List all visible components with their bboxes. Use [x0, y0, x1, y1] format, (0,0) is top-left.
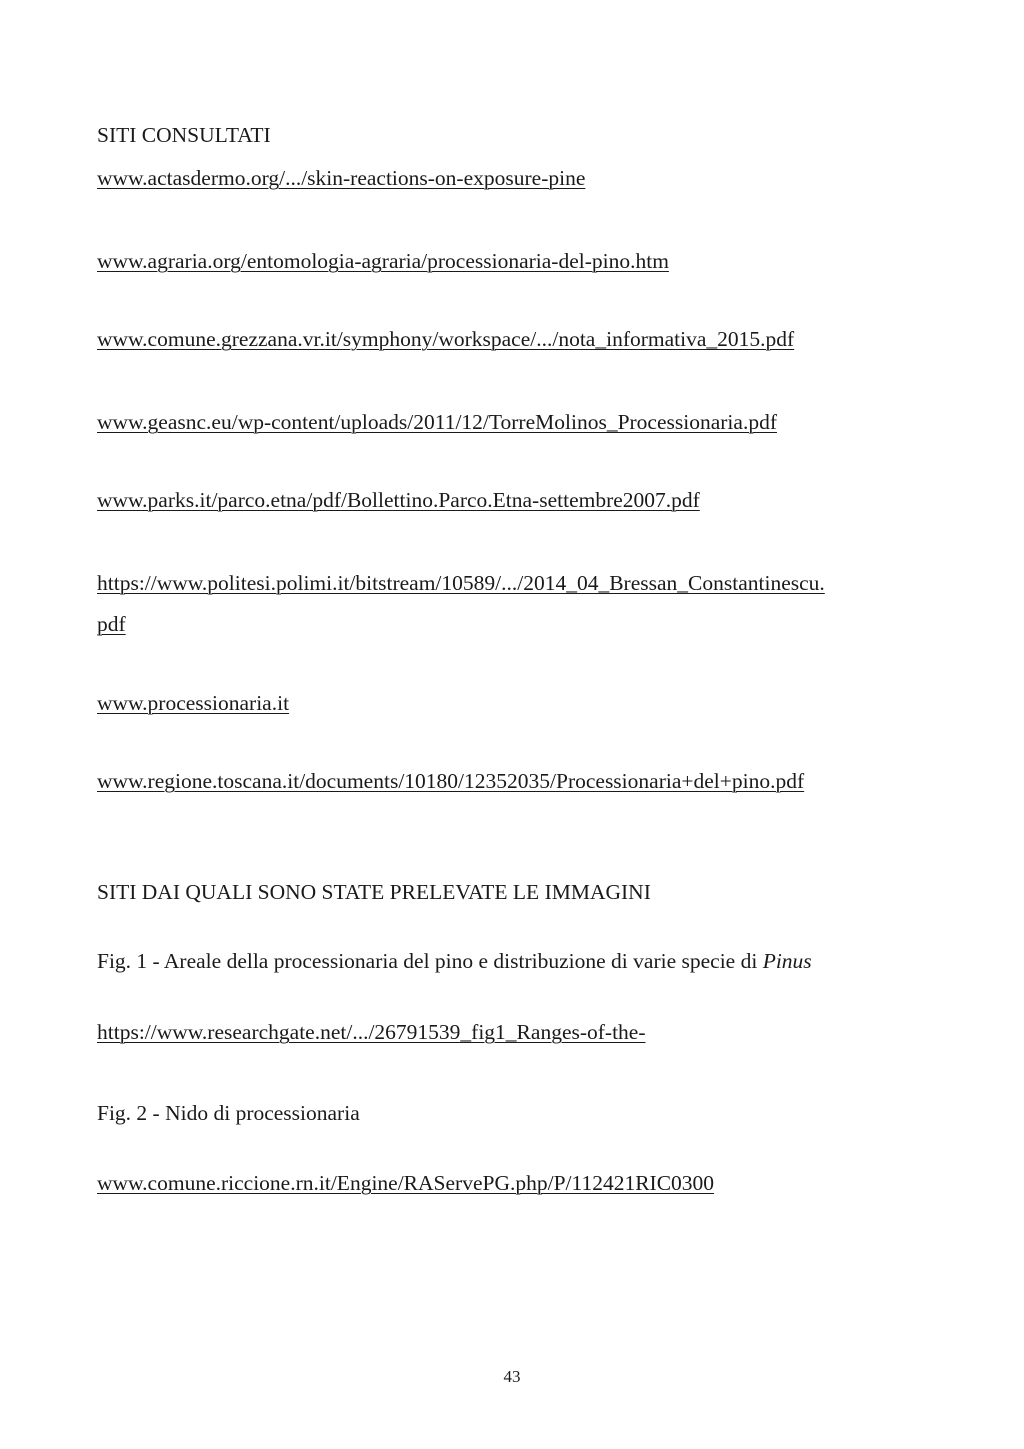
link-actasdermo[interactable]: www.actasdermo.org/.../skin-reactions-on-exposure-pine [97, 166, 586, 190]
section-heading-siti-immagini: SITI DAI QUALI SONO STATE PRELEVATE LE IMMAGINI [97, 880, 651, 904]
figure-1-caption [97, 948, 812, 974]
link-parks[interactable]: www.parks.it/parco.etna/pdf/Bollettino.Parco.Etna-settembre2007.pdf [97, 488, 700, 512]
link-geasnc[interactable]: www.geasnc.eu/wp-content/uploads/2011/12/TorreMolinos_Processionaria.pdf [97, 410, 777, 434]
link-politesi-continued[interactable]: pdf [97, 612, 126, 636]
link-comune-riccione[interactable]: www.comune.riccione.rn.it/Engine/RAServePG.php/P/112421RIC0300 [97, 1171, 715, 1195]
figure-1-caption-genus: Pinus [762, 949, 812, 973]
link-agraria[interactable]: www.agraria.org/entomologia-agraria/processionaria-del-pino.htm [97, 249, 669, 273]
link-comune-grezzana[interactable]: www.comune.grezzana.vr.it/symphony/workspace/.../nota_informativa_2015.pdf [97, 327, 795, 351]
page-number: 43 [503, 1367, 521, 1386]
link-processionaria[interactable]: www.processionaria.it [97, 691, 290, 715]
figure-2-caption: Fig. 2 - Nido di processionaria [97, 1101, 360, 1125]
link-regione-toscana[interactable]: www.regione.toscana.it/documents/10180/12352035/Processionaria+del+pino.pdf [97, 769, 805, 793]
section-heading-siti-consultati: SITI CONSULTATI [97, 123, 271, 147]
link-politesi[interactable]: https://www.politesi.polimi.it/bitstream/10589/.../2014_04_Bressan_Constantinescu. [97, 571, 825, 595]
link-researchgate[interactable]: https://www.researchgate.net/.../26791539_fig1_Ranges-of-the- [97, 1020, 646, 1044]
figure-1-caption-text: Fig. 1 - Areale della processionaria del pino e distribuzione di varie specie di [97, 949, 763, 973]
